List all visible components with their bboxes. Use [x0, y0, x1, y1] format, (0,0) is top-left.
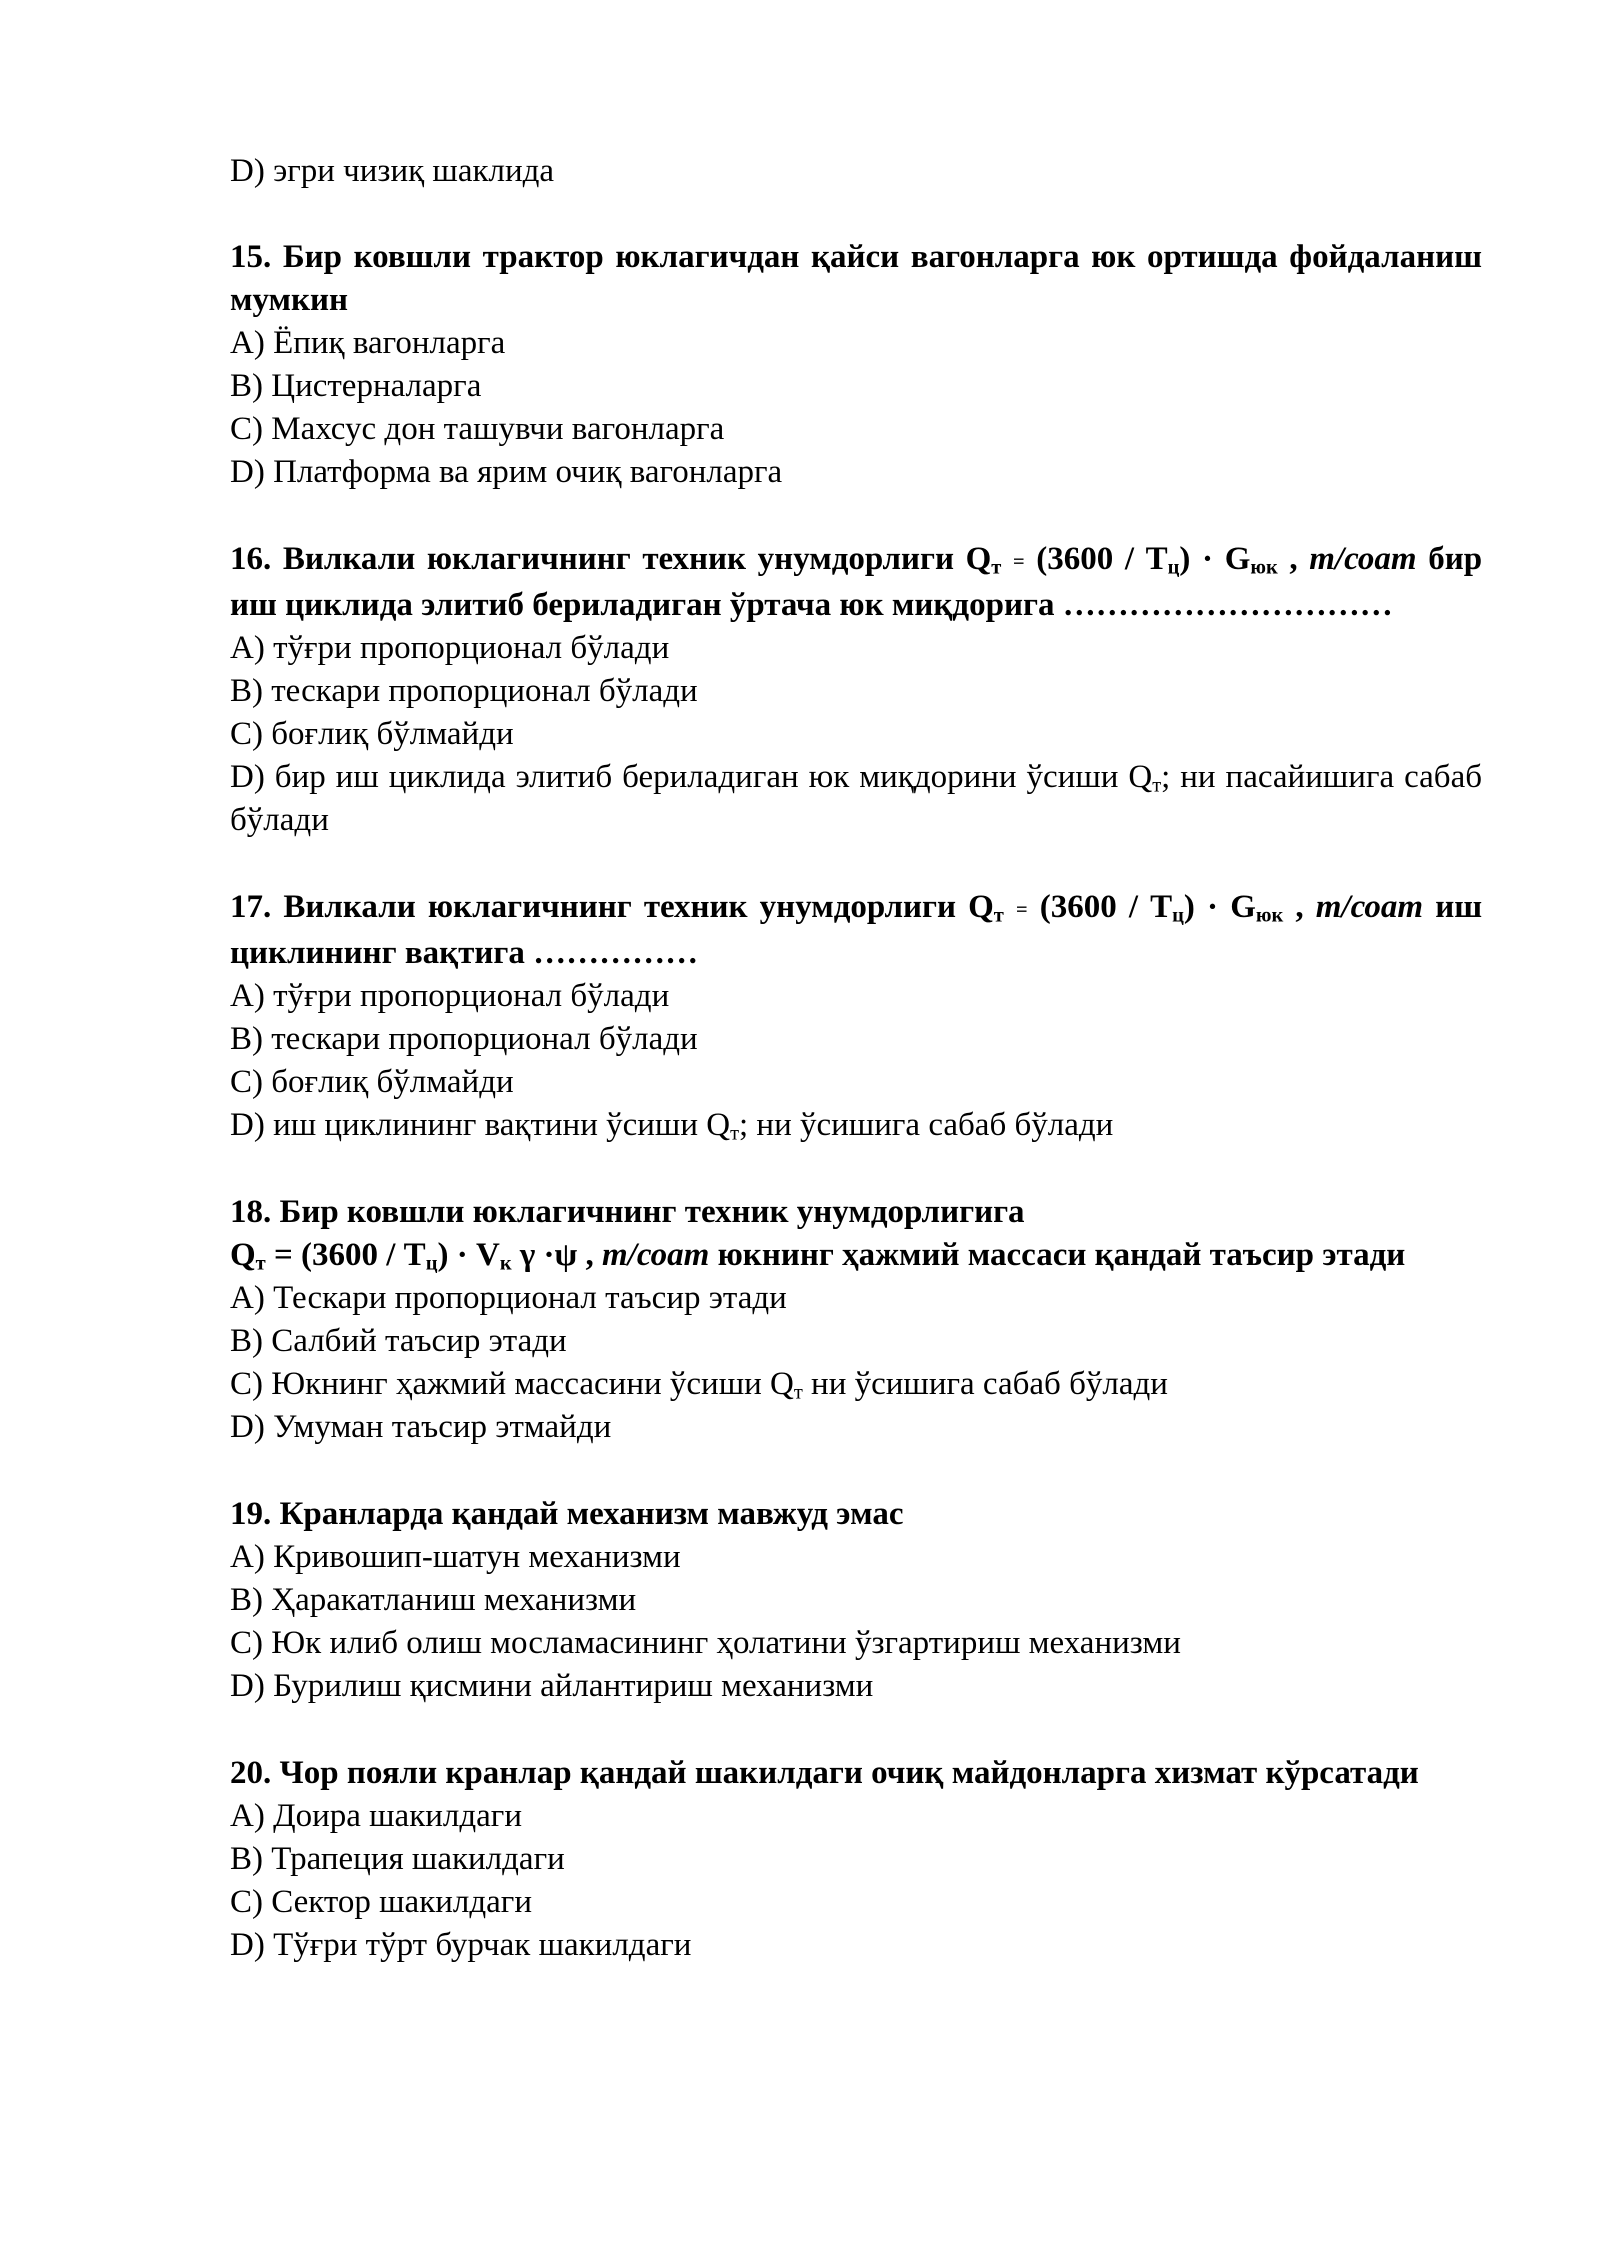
question-15-option-c: C) Махсус дон ташувчи вагонларга	[230, 411, 725, 447]
question-19-option-d: D) Бурилиш қисмини айлантириш механизми	[230, 1667, 874, 1704]
prev-question-option-d: D) эгри чизиқ шаклида	[230, 153, 555, 189]
question-18-option-c: C) Юкнинг ҳажмий массасини ўсиши $Q_т$ ни ўсишига сабаб бўлади	[230, 1365, 1168, 1404]
question-19-option-a: A) Кривошип-шатун механизми	[230, 1538, 681, 1575]
question-20-option-a: A) Доира шакилдаги	[230, 1797, 522, 1834]
question-20-option-b: B) Трапеция шакилдаги	[230, 1840, 565, 1877]
question-15-option-d: D) Платформа ва ярим очиқ вагонларга	[230, 454, 783, 490]
question-17-lead: 17. Вилкали юклагичнинг техник унумдорлиги	[230, 888, 956, 925]
question-18-option-a: A) Тескари пропорционал таъсир этади	[230, 1279, 787, 1316]
question-18-stem	[230, 1191, 1482, 1277]
question-20	[230, 1752, 1482, 1967]
question-16-unit: т/соат	[1309, 541, 1417, 577]
question-16-option-c: C) боғлиқ бўлмайди	[230, 715, 514, 752]
question-17-dots: ……………	[533, 934, 699, 971]
question-16-option-d: D) бир иш циклида элитиб бериладиган юк миқдорини ўсиши $Q_т$; ни пасайишига сабаб бўлади	[230, 758, 1483, 838]
question-20-option-d: D) Тўғри тўрт бурчак шакилдаги	[230, 1926, 692, 1963]
question-18-option-b: B) Салбий таъсир этади	[230, 1322, 567, 1359]
question-16-dots: …………………………	[1062, 586, 1393, 623]
question-17-rest: иш циклининг вақтига	[230, 888, 1483, 971]
question-17-equals: =	[1015, 898, 1028, 921]
question-18-formula-line: $Q_т = (3600 / T_ц) \cdot V_к$ γ ·ψ , т/соат юкнинг ҳажмий массаси қандай таъсир этади	[230, 1236, 1406, 1275]
question-16-equals: =	[1012, 550, 1025, 573]
question-17-option-d: D) иш циклининг вақтини ўсиши $Q_т$; ни ўсишига сабаб бўлади	[230, 1106, 1114, 1145]
question-20-stem: 20. Чор пояли кранлар қандай шакилдаги очиқ майдонларга хизмат кўрсатади	[230, 1754, 1419, 1791]
question-17-stem: 17. Вилкали юклагичнинг техник унумдорлиги $Q_т = (3600 / T_ц) \cdot G_{юк}$ , т/соат иш циклининг вақтига ……………	[230, 888, 1483, 971]
question-17-option-a: A) тўғри пропорционал бўлади	[230, 977, 670, 1014]
question-18-option-d: D) Умуман таъсир этмайди	[230, 1408, 612, 1445]
question-19-option-c: C) Юк илиб олиш мосламасининг ҳолатини ўзгартириш механизми	[230, 1624, 1181, 1661]
question-16-lead: 16. Вилкали юклагичнинг техник унумдорлиги	[230, 541, 954, 577]
question-18-title: 18. Бир ковшли юклагичнинг техник унумдорлигига	[230, 1193, 1025, 1230]
question-18-unit: т/соат	[602, 1236, 710, 1273]
question-17-option-c: C) боғлиқ бўлмайди	[230, 1063, 514, 1100]
question-17	[230, 886, 1482, 1147]
question-16-stem: 16. Вилкали юклагичнинг техник унумдорлиги $Q_т = (3600 / T_ц) \cdot G_{юк}$ , т/соат бир иш циклида элитиб бериладиган ўртача юк миқдорига …………………………	[230, 541, 1483, 623]
question-17-option-b: B) тескари пропорционал бўлади	[230, 1020, 698, 1057]
question-16	[230, 538, 1482, 842]
question-17-formula: $Q_т$	[968, 888, 1004, 927]
question-15-option-a: A) Ёпиқ вагонларга	[230, 325, 506, 361]
question-19-option-b: B) Ҳаракатланиш механизми	[230, 1581, 637, 1618]
question-15	[230, 236, 1482, 494]
question-18	[230, 1191, 1482, 1449]
question-17-unit: т/соат	[1315, 888, 1424, 925]
question-16-formula: $Q_т$	[965, 541, 1002, 579]
question-16-rest: бир иш циклида элитиб бериладиган ўртача юк миқдорига	[230, 541, 1483, 623]
question-15-stem: 15. Бир ковшли трактор юклагичдан қайси вагонларга юк ортишда фойдаланиш мумкин	[230, 239, 1482, 318]
question-19-stem: 19. Кранларда қандай механизм мавжуд эмас	[230, 1495, 904, 1532]
question-19	[230, 1493, 1482, 1708]
question-16-option-a: A) тўғри пропорционал бўлади	[230, 629, 670, 666]
question-20-option-c: C) Сектор шакилдаги	[230, 1883, 532, 1920]
question-15-option-b: B) Цистерналарга	[230, 368, 482, 404]
question-16-option-b: B) тескари пропорционал бўлади	[230, 672, 698, 709]
